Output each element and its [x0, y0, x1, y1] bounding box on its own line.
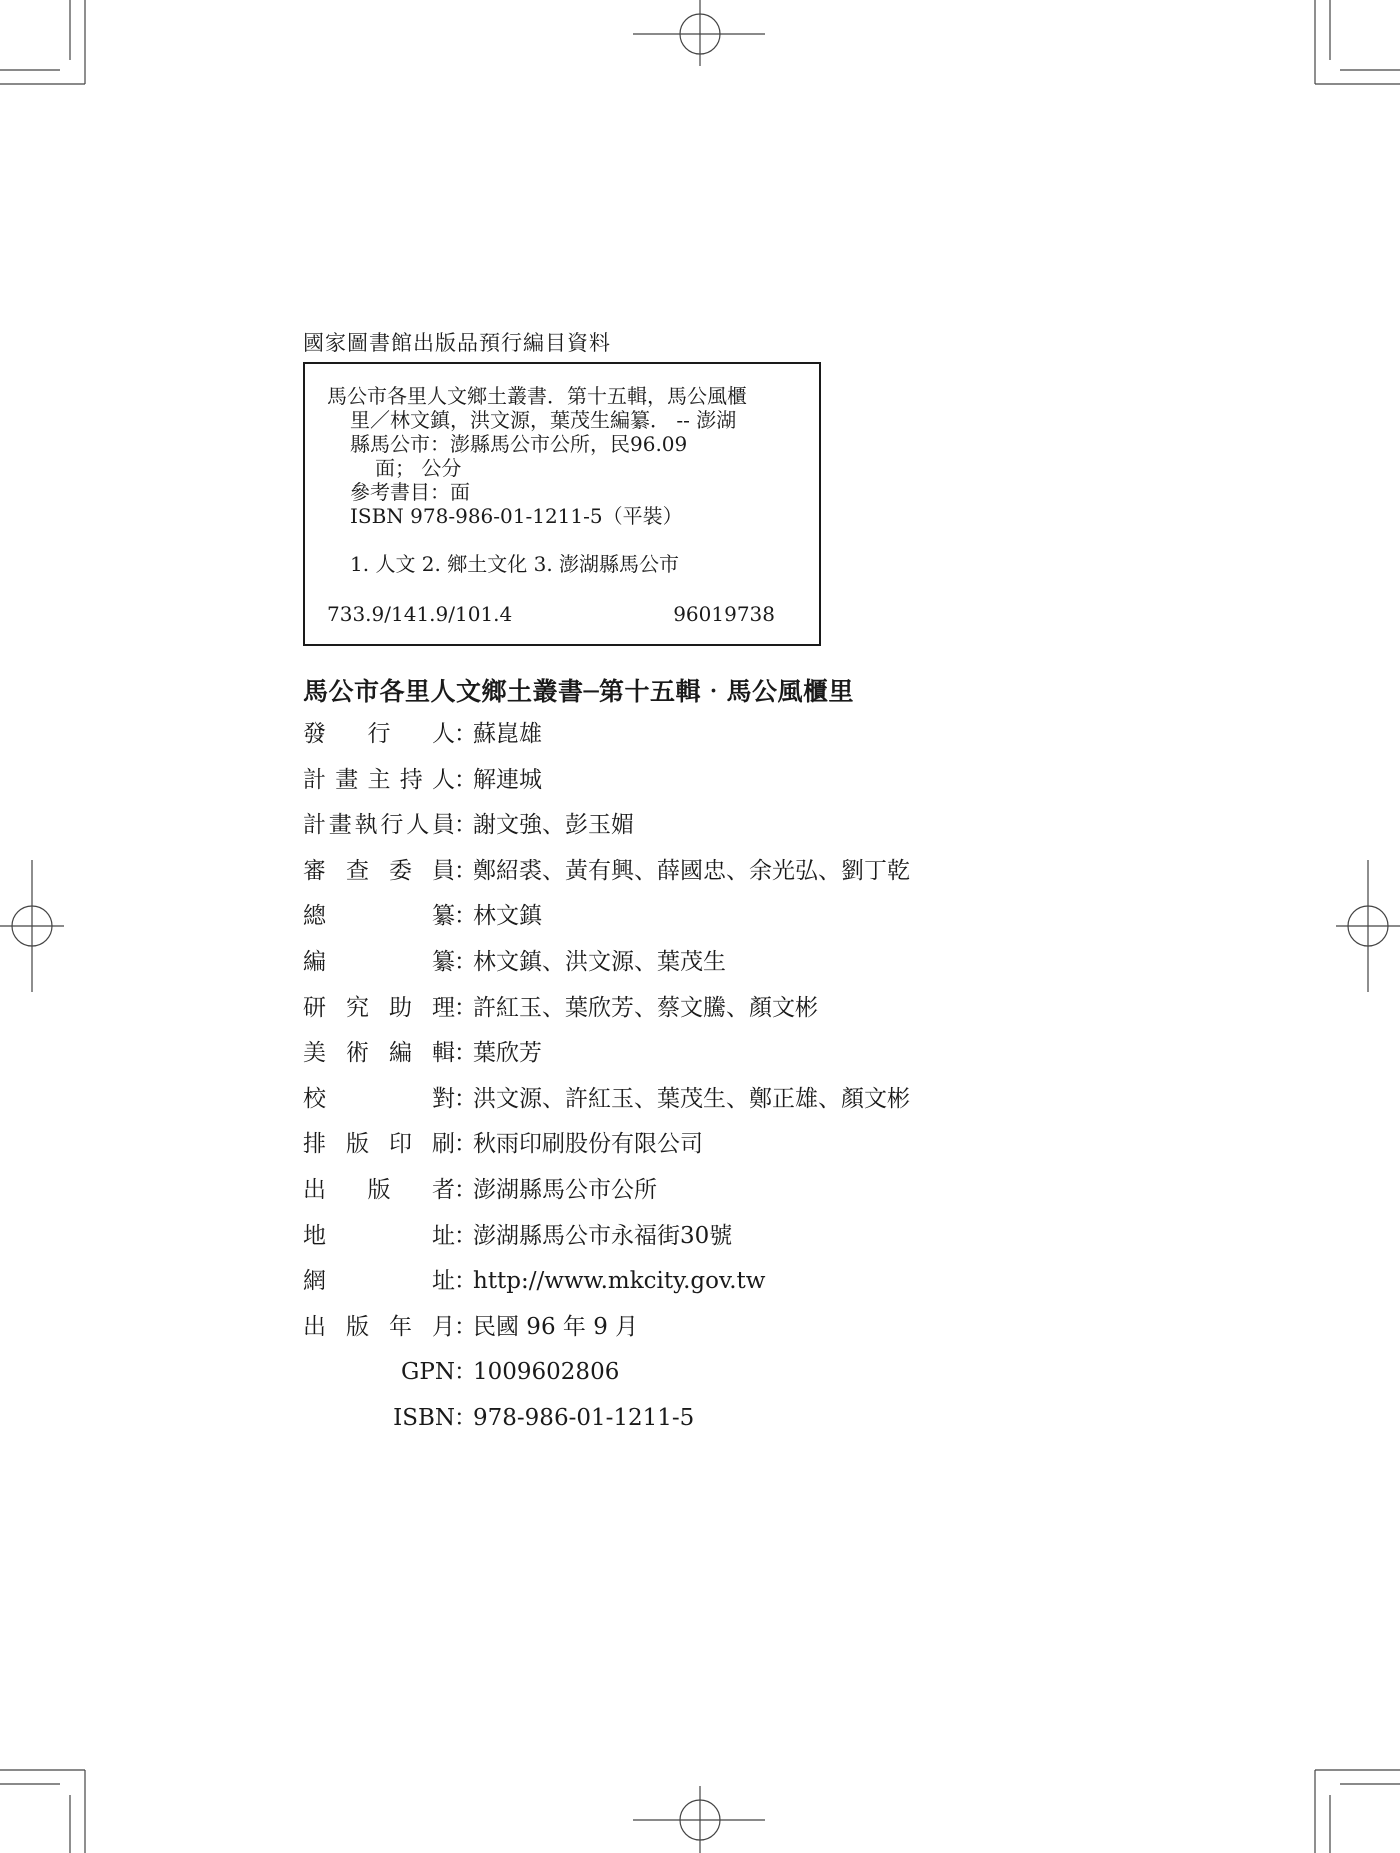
credit-label-char: GPN: [401, 1359, 455, 1386]
credit-value: 蘇崑雄: [473, 721, 542, 747]
credit-label-char: 審: [303, 857, 326, 884]
credit-label-char: 計: [303, 766, 326, 793]
credit-label: [303, 899, 455, 933]
credit-label-char: 地: [303, 1222, 326, 1249]
credit-label: [303, 1219, 455, 1253]
cip-classification: 733.9/141.9/101.4: [327, 602, 513, 626]
credit-label: [303, 1310, 455, 1344]
credit-label-char: 排: [303, 1131, 326, 1158]
credit-colon: ：: [454, 1268, 477, 1295]
credit-value: 1009602806: [473, 1359, 620, 1386]
credit-value: 秋雨印刷股份有限公司: [473, 1131, 703, 1158]
credit-label-char: 術: [346, 1040, 369, 1067]
credit-label-char: 查: [346, 857, 369, 884]
credit-label-char: 計: [303, 812, 326, 839]
credit-colon: ：: [454, 812, 477, 839]
credit-colon: ：: [454, 903, 477, 930]
credit-label: [303, 1173, 455, 1207]
credit-row: [303, 1036, 1003, 1070]
cip-author-line: 里／林文鎮，洪文源，葉茂生編纂． -- 澎湖: [350, 408, 737, 432]
credit-label-char: 校: [303, 1085, 326, 1112]
credit-row: [303, 717, 1003, 751]
credit-label-char: 網: [303, 1268, 326, 1295]
credit-value: 謝文強、彭玉媚: [473, 812, 634, 839]
credit-label-char: 者: [432, 1177, 455, 1203]
credit-row: [303, 899, 1003, 933]
credit-label-char: 主: [367, 766, 391, 793]
credit-label: [303, 1264, 455, 1298]
credit-label: [303, 991, 455, 1025]
credit-label-char: 行: [367, 721, 391, 747]
credit-label-char: 出: [303, 1313, 326, 1340]
credit-value: 林文鎮: [473, 903, 542, 930]
credit-colon: ：: [454, 949, 477, 975]
credit-value: 許紅玉、葉欣芳、蔡文騰、顏文彬: [473, 994, 818, 1021]
credit-label-char: 月: [432, 1313, 455, 1340]
credit-colon: ：: [454, 857, 477, 884]
credit-value: http://www.mkcity.gov.tw: [473, 1268, 766, 1295]
cip-record-number: 96019738: [673, 602, 775, 626]
credit-label-char: 纂: [432, 903, 455, 930]
credit-label-char: 研: [303, 994, 326, 1021]
credit-label-char: 持: [399, 766, 423, 793]
credit-label-char: ISBN: [393, 1405, 455, 1431]
credit-label-char: 畫: [335, 766, 359, 793]
credit-colon: ：: [454, 1359, 477, 1386]
cip-record-box: [303, 362, 821, 646]
credit-value: 民國 96 年 9 月: [473, 1313, 639, 1340]
credit-label-char: 畫: [328, 812, 352, 839]
credit-row: [303, 945, 1003, 979]
credit-label-char: 版: [367, 1177, 391, 1203]
credit-value: 978-986-01-1211-5: [473, 1405, 695, 1431]
credit-label-char: 美: [303, 1040, 326, 1067]
credit-row: [303, 1310, 1003, 1344]
credit-row: [303, 1355, 1003, 1389]
cip-isbn-line: ISBN 978-986-01-1211-5（平裝）: [350, 504, 683, 528]
credit-row: [303, 1264, 1003, 1298]
credit-colon: ：: [454, 1040, 477, 1067]
credit-label-char: 助: [389, 994, 412, 1021]
credit-label-char: 人: [432, 721, 455, 747]
credit-label-char: 版: [346, 1131, 369, 1158]
cip-title-line: 馬公市各里人文鄉土叢書．第十五輯，馬公風櫃: [327, 384, 747, 408]
credit-row: [303, 854, 1003, 888]
cip-heading: 國家圖書館出版品預行編目資料: [303, 331, 611, 355]
credit-label-char: 員: [432, 857, 455, 884]
credit-label: [303, 945, 455, 979]
credit-value: 林文鎮、洪文源、葉茂生: [473, 949, 726, 975]
cip-publisher-line: 縣馬公市：澎縣馬公市公所，民96.09: [350, 432, 688, 456]
credit-label: [303, 1036, 455, 1070]
credit-label-char: 年: [389, 1313, 412, 1340]
credit-colon: ：: [454, 1177, 477, 1203]
credit-colon: ：: [454, 1222, 477, 1249]
credit-colon: ：: [454, 1313, 477, 1340]
credits-title: 馬公市各里人文鄉土叢書─第十五輯‧馬公風櫃里: [303, 677, 855, 706]
credit-label-char: 行: [380, 812, 404, 839]
credit-label: [303, 1401, 455, 1435]
credit-label-char: 輯: [432, 1040, 455, 1067]
credit-label-char: 刷: [432, 1131, 455, 1158]
credit-label: [303, 1082, 455, 1116]
credit-label: [303, 854, 455, 888]
credit-row: [303, 808, 1003, 842]
credit-label-char: 印: [389, 1131, 412, 1158]
credit-label-char: 編: [303, 949, 326, 975]
credit-label-char: 人: [432, 766, 455, 793]
cip-subjects-line: 1. 人文 2. 鄉土文化 3. 澎湖縣馬公市: [350, 552, 680, 576]
credit-value: 鄭紹裘、黃有興、薛國忠、余光弘、劉丁乾: [473, 857, 910, 884]
credit-colon: ：: [454, 1085, 477, 1112]
credit-label: [303, 763, 455, 797]
credit-colon: ：: [454, 1405, 477, 1431]
cip-pages-line: 面； 公分: [375, 456, 462, 480]
credit-label-char: 究: [346, 994, 369, 1021]
credit-label-char: 理: [432, 994, 455, 1021]
credit-colon: ：: [454, 1131, 477, 1158]
credit-row: [303, 1401, 1003, 1435]
cip-bibliography-line: 參考書目：面: [350, 480, 470, 504]
credit-label-char: 總: [303, 903, 326, 930]
credit-value: 澎湖縣馬公市公所: [473, 1177, 657, 1203]
credit-label-char: 對: [432, 1085, 455, 1112]
credit-label: [303, 808, 455, 842]
credit-label-char: 執: [354, 812, 378, 839]
credit-label: [303, 717, 455, 751]
credit-value: 葉欣芳: [473, 1040, 542, 1067]
credit-row: [303, 1127, 1003, 1161]
credit-value: 解連城: [473, 766, 542, 793]
credit-row: [303, 1219, 1003, 1253]
credit-label-char: 版: [346, 1313, 369, 1340]
credit-label-char: 人: [406, 812, 430, 839]
credit-value: 洪文源、許紅玉、葉茂生、鄭正雄、顏文彬: [473, 1085, 910, 1112]
credit-label-char: 員: [431, 812, 455, 839]
credit-label: [303, 1355, 455, 1389]
credit-label-char: 址: [432, 1268, 455, 1295]
credit-label-char: 址: [432, 1222, 455, 1249]
credit-row: [303, 763, 1003, 797]
credit-label-char: 委: [389, 857, 412, 884]
credit-row: [303, 1173, 1003, 1207]
credit-label-char: 纂: [432, 949, 455, 975]
credit-colon: ：: [454, 766, 477, 793]
credit-label-char: 編: [389, 1040, 412, 1067]
credit-label-char: 發: [303, 721, 326, 747]
credit-row: [303, 991, 1003, 1025]
credit-value: 澎湖縣馬公市永福街30號: [473, 1222, 733, 1249]
credit-label: [303, 1127, 455, 1161]
credit-row: [303, 1082, 1003, 1116]
credit-colon: ：: [454, 994, 477, 1021]
credit-colon: ：: [454, 721, 477, 747]
credit-label-char: 出: [303, 1177, 326, 1203]
